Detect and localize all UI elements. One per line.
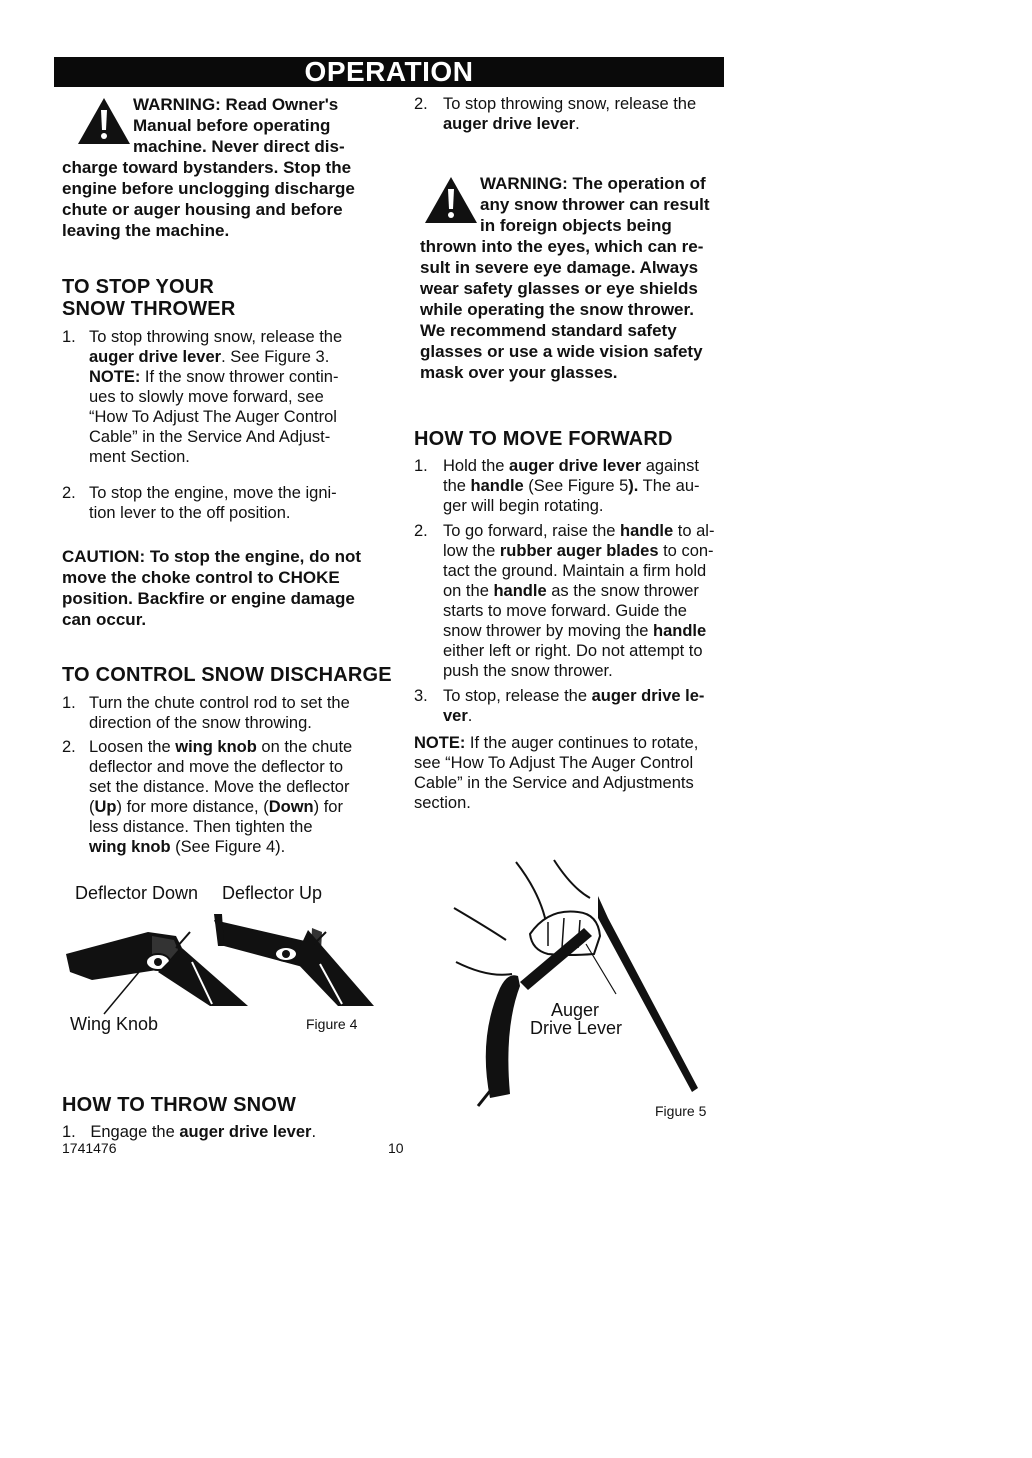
list-number: 2. <box>62 738 76 756</box>
figure-4-label-up: Deflector Up <box>222 883 323 903</box>
warning-1-body: charge toward bystanders. Stop the engine before unclogging discharge chute or auger housing and before leaving the machine. <box>62 158 355 240</box>
doc-number: 1741476 <box>62 1140 117 1156</box>
list-number: 2. <box>414 95 428 113</box>
figure-4-caption: Figure 4 <box>306 1016 358 1032</box>
warning-2-intro: WARNING: The operation of any snow thrower can result in foreign objects being <box>480 174 710 235</box>
warning-2-body: thrown into the eyes, which can re- sult in severe eye damage. Always wear safety glasses or eye shields while operating the snow thrower. We recommend standard safety glasses or use a wide vision safety mask over your glasses. <box>420 237 704 382</box>
list-item: Turn the chute control rod to set the direction of the snow throwing. <box>89 694 350 732</box>
throw-heading: HOW TO THROW SNOW <box>62 1094 297 1116</box>
control-heading: TO CONTROL SNOW DISCHARGE <box>62 664 392 686</box>
list-number: 1. <box>414 457 428 475</box>
page-number: 10 <box>388 1140 404 1156</box>
figure-5-illustration <box>448 858 710 1108</box>
forward-note: NOTE: If the auger continues to rotate, see “How To Adjust The Auger Control Cable” in the Service and Adjustments section. <box>414 734 699 812</box>
control-list <box>62 693 392 863</box>
stop-list <box>62 327 392 527</box>
figure-4-label-down: Deflector Down <box>75 883 199 903</box>
forward-list <box>414 456 744 836</box>
warning-triangle-icon <box>423 175 479 225</box>
section-banner: OPERATION <box>54 57 724 87</box>
figure-4-illustration <box>62 910 382 1015</box>
list-item: To stop throwing snow, release the auger drive lever. <box>443 95 697 133</box>
list-item: Hold the auger drive lever against the handle (See Figure 5). The au- ger will begin rotating. <box>443 457 700 515</box>
list-item: To go forward, raise the handle to al- low the rubber auger blades to con- tact the ground. Maintain a firm hold on the handle as the snow thrower starts to move forward. Guide the snow thrower by moving the handle either left or right. Do not attempt to push the snow thrower. <box>443 522 715 680</box>
throw-list <box>62 1122 316 1142</box>
list-item: Loosen the wing knob on the chute deflector and move the deflector to set the distance. Move the deflector (Up) for more distance, (Down) for less distance. Then tighten the wing knob (See Figure 4). <box>89 738 353 856</box>
list-number: 1. <box>62 328 76 346</box>
list-item: To stop the engine, move the igni- tion lever to the off position. <box>89 484 337 522</box>
forward-heading: HOW TO MOVE FORWARD <box>414 428 673 450</box>
deflector-up-drawing <box>214 914 374 1006</box>
figure-4-label-knob: Wing Knob <box>70 1014 159 1034</box>
list-item: To stop, release the auger drive le- ver. <box>443 687 705 725</box>
list-number: 2. <box>414 522 428 540</box>
list-number: 2. <box>62 484 76 502</box>
figure-5-label-auger: Auger <box>551 1000 600 1020</box>
list-number: 1. <box>62 694 76 712</box>
warning-1-intro: WARNING: Read Owner's Manual before operating machine. Never direct dis- <box>133 95 345 156</box>
figure-5-label-drive-lever: Drive Lever <box>530 1018 623 1038</box>
stop-heading: TO STOP YOUR SNOW THROWER <box>62 276 236 320</box>
list-number: 3. <box>414 687 428 705</box>
warning-triangle-icon <box>76 96 132 146</box>
list-item: Engage the auger drive lever. <box>90 1123 317 1141</box>
list-number: 1. <box>62 1123 76 1141</box>
caution-text: CAUTION: To stop the engine, do not move the choke control to CHOKE position. Backfire or engine damage can occur. <box>62 547 362 629</box>
figure-5-caption: Figure 5 <box>655 1103 707 1119</box>
list-item: To stop throwing snow, release the auger drive lever. See Figure 3. NOTE: If the snow thrower contin- ues to slowly move forward, see “How To Adjust The Auger Control Cable” in the Service And Adjust- ment Section. <box>89 328 343 466</box>
stop-throwing-item <box>414 94 734 138</box>
